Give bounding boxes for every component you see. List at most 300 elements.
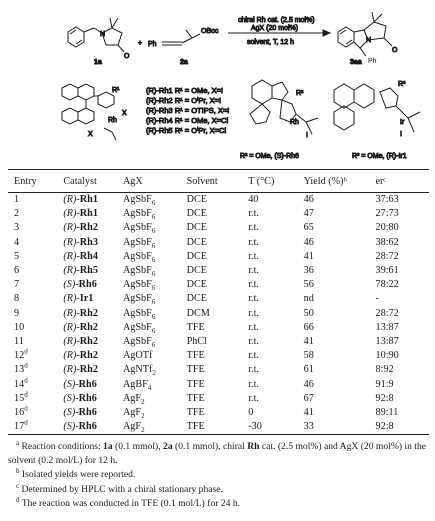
cell-catalyst: [61, 207, 121, 221]
cell-entry: [8, 193, 61, 208]
cell-entry: [8, 221, 61, 235]
product-3aa-structure: [338, 12, 392, 56]
cell-entry: [8, 292, 61, 306]
n-atom-label: N: [100, 31, 106, 38]
cell-entry: [8, 278, 61, 292]
rh6-structure: [250, 80, 318, 134]
footnote-text: (0.1 mmol),: [112, 441, 164, 452]
footnote-b-mark: b: [16, 467, 20, 476]
catalyst-code: Rh2: [79, 307, 98, 319]
cell-agx: [121, 377, 185, 391]
cell-catalyst: [61, 193, 121, 208]
agx-subscript: 6: [151, 270, 156, 279]
cell-catalyst: [61, 349, 121, 363]
entry-number: 4: [14, 236, 20, 248]
agx-subscript: 6: [151, 298, 156, 307]
entry-number: 13: [14, 364, 25, 376]
cell-yield: 50: [303, 307, 314, 319]
cell-agx: [121, 392, 185, 406]
catalyst-def: R¹ = OMe, X=I: [174, 86, 224, 95]
ir1-structure: [334, 84, 420, 132]
cell-yield: nd: [303, 293, 314, 305]
cell-er: 89:11: [375, 406, 399, 418]
cell-catalyst: [61, 321, 121, 335]
cell-yield: 36: [303, 265, 314, 277]
cell-yield: 58: [303, 350, 314, 362]
catalyst-code: Rh2: [79, 335, 98, 347]
oboc-label: OBoc: [201, 28, 219, 35]
header-yield: Yield (%)ᵇ: [302, 170, 374, 193]
footnote-text: The reaction was conducted in TFE (0.1 mol/L) for 24 h.: [19, 497, 241, 509]
table-row: [8, 377, 429, 391]
cell-er: 28:72: [375, 307, 399, 319]
table-row: [8, 363, 429, 377]
header-agx: AgX: [121, 170, 185, 193]
agx-formula: AgSbF: [122, 293, 152, 305]
header-er: erᶜ: [374, 170, 429, 193]
cell-temperature: r.t.: [248, 392, 259, 404]
cell-entry: [8, 207, 61, 221]
header-catalyst: Catalyst: [61, 170, 121, 193]
cell-yield: 65: [303, 222, 314, 234]
cell-er: -: [375, 293, 379, 305]
cell-yield: 41: [303, 335, 314, 347]
table-row: [8, 278, 429, 292]
entry-number: 8: [14, 293, 20, 305]
cell-solvent: DCE: [186, 250, 207, 262]
catalyst-code: Rh5: [79, 265, 98, 277]
catalyst-name: (R)-Rh3: [146, 106, 173, 115]
catalyst-configuration: (R)-: [63, 222, 80, 234]
product-phenyl-label: Ph: [368, 58, 377, 65]
cell-catalyst: [61, 292, 121, 306]
cell-yield: 41: [303, 406, 314, 418]
catalyst-code: Rh4: [79, 250, 98, 262]
cell-temperature: r.t.: [248, 378, 259, 390]
reactant-2a-label: 2a: [180, 59, 188, 66]
cell-catalyst: [61, 363, 121, 377]
catalyst-code: Ir1: [79, 293, 94, 305]
cell-yield: 56: [303, 279, 314, 291]
footnote-b: [8, 468, 429, 482]
cell-agx: [121, 307, 185, 321]
agx-subscript: 6: [151, 199, 156, 208]
agx-formula: AgSbF: [122, 279, 152, 291]
rh-label: Rh: [108, 117, 117, 124]
table-row: [8, 307, 429, 321]
agx-subscript: 6: [151, 284, 156, 293]
r2-label: R²: [296, 90, 304, 97]
cell-er: 91:9: [375, 378, 394, 390]
conditions-line-1: chiral Rh cat. (2.5 mol%): [238, 17, 315, 24]
table-row: [8, 292, 429, 306]
conditions-line-3: solvent, T, 12 h: [247, 39, 294, 46]
catalyst-name: (R)-Rh5: [146, 126, 173, 135]
table-row: [8, 264, 429, 278]
cell-temperature: r.t.: [248, 250, 259, 262]
x-label-top: X: [122, 110, 127, 117]
cell-yield: 46: [303, 378, 314, 390]
cell-entry: [8, 363, 61, 377]
cell-temperature: r.t.: [248, 222, 259, 234]
reactant-1a-structure: [68, 18, 124, 52]
compound-ref: 1a: [103, 441, 113, 452]
footnote-text: Determined by HPLC with a chiral stationary phase.: [19, 483, 223, 495]
cell-catalyst: [61, 264, 121, 278]
agx-formula: AgNTf: [122, 364, 153, 376]
agx-subscript: 2: [152, 369, 156, 378]
cell-catalyst: [61, 406, 121, 420]
cell-yield: 46: [303, 236, 314, 248]
cell-er: 78:22: [375, 279, 399, 291]
ir-label: Ir: [400, 119, 405, 126]
footnote-a-mark: a: [16, 438, 20, 447]
footnote-c-mark: c: [16, 481, 20, 490]
cell-temperature: r.t.: [248, 350, 259, 362]
cell-er: 27:73: [375, 208, 399, 220]
catalyst-configuration: (R)-: [63, 335, 80, 347]
cell-solvent: DCE: [186, 236, 207, 248]
cell-entry: [8, 321, 61, 335]
catalyst-configuration: (R)-: [63, 265, 80, 277]
cell-catalyst: [61, 236, 121, 250]
arrow-head: [323, 30, 330, 36]
agx-formula: AgSbF: [122, 222, 152, 234]
cell-solvent: TFE: [186, 378, 205, 390]
cell-agx: [121, 264, 185, 278]
cell-temperature: r.t.: [248, 307, 259, 319]
cell-solvent: TFE: [186, 406, 205, 418]
cell-er: 38:62: [375, 236, 399, 248]
catalyst-code: Rh3: [79, 236, 98, 248]
header-entry: Entry: [8, 170, 61, 193]
cell-agx: [121, 420, 185, 435]
cell-entry: [8, 307, 61, 321]
cell-agx: [121, 349, 185, 363]
footnote-text: (0.1 mmol), chiral: [172, 441, 248, 452]
reactant-2a-structure: [162, 30, 200, 45]
agx-subscript: 6: [151, 326, 156, 335]
cell-temperature: 0: [248, 406, 254, 418]
cell-catalyst: [61, 335, 121, 349]
svg-text:(R)-Rh3 R¹ = OTIPS, X=I: [146, 106, 229, 115]
cell-catalyst: [61, 221, 121, 235]
cell-catalyst: [61, 278, 121, 292]
product-n-atom: N: [366, 37, 372, 44]
cell-entry: [8, 236, 61, 250]
cell-solvent: DCE: [186, 279, 207, 291]
catalyst-code: Rh6: [78, 378, 97, 390]
cell-temperature: 40: [248, 194, 259, 206]
agx-subscript: 6: [151, 241, 156, 250]
entry-number: 14: [14, 378, 25, 390]
rh-ref: Rh: [247, 441, 260, 452]
agx-formula: AgF: [122, 406, 142, 418]
o-atom-label: O: [124, 53, 130, 60]
cell-yield: 66: [303, 321, 314, 333]
cell-entry: [8, 420, 61, 435]
entry-number: 6: [14, 265, 20, 277]
ir1-caption: R³ = OMe, (R)-Ir1: [352, 153, 407, 160]
catalyst-configuration: (R)-: [63, 293, 80, 305]
catalyst-list: [146, 86, 229, 135]
cell-er: 37:63: [375, 194, 399, 206]
cell-er: 39:61: [375, 265, 399, 277]
cell-agx: [121, 236, 185, 250]
entry-footnote-mark: d: [24, 376, 28, 385]
cell-er: 20:80: [375, 222, 399, 234]
cell-temperature: r.t.: [248, 236, 259, 248]
cell-temperature: r.t.: [248, 279, 259, 291]
catalyst-configuration: (R)-: [63, 364, 80, 376]
agx-subscript: 6: [151, 312, 156, 321]
footnote-a: [8, 440, 429, 468]
catalyst-code: Rh2: [79, 350, 98, 362]
r3-label: R³: [398, 81, 406, 88]
cell-solvent: TFE: [186, 392, 205, 404]
cell-solvent: TFE: [186, 364, 205, 376]
catalyst-def: R¹ = OⁱPr, X=Cl: [174, 126, 227, 135]
catalyst-configuration: (S)-: [63, 421, 79, 433]
phenyl-label: Ph: [148, 41, 157, 48]
cell-solvent: DCE: [186, 208, 207, 220]
entry-number: 11: [14, 335, 24, 347]
agx-formula: AgOTf: [122, 350, 153, 362]
entry-footnote-mark: d: [24, 347, 28, 356]
table-header-row: [8, 170, 429, 193]
entry-number: 15: [14, 392, 25, 404]
catalyst-configuration: (R)-: [63, 236, 80, 248]
catalyst-configuration: (R)-: [63, 194, 80, 206]
catalyst-code: Rh6: [78, 406, 97, 418]
agx-formula: AgF: [122, 392, 142, 404]
catalyst-name: (R)-Rh2: [146, 96, 173, 105]
cell-yield: 41: [303, 250, 314, 262]
cell-temperature: r.t.: [248, 265, 259, 277]
catalyst-code: Rh2: [79, 321, 98, 333]
agx-formula: AgSbF: [122, 194, 152, 206]
catalyst-configuration: (R)-: [63, 350, 80, 362]
catalyst-def: R¹ = OⁱPr, X=I: [174, 96, 222, 105]
agx-subscript: 4: [147, 383, 152, 392]
ir1-i-label: I: [400, 131, 402, 138]
agx-subscript: 6: [151, 227, 156, 236]
agx-formula: AgSbF: [122, 321, 152, 333]
catalyst-configuration: (S)-: [63, 406, 79, 418]
cell-er: 92:8: [374, 420, 429, 435]
cell-er: 13:87: [375, 335, 399, 347]
x-label-bottom: X: [88, 131, 93, 138]
entry-number: 7: [14, 279, 20, 291]
footnote-d-mark: d: [16, 495, 20, 504]
agx-subscript: 6: [151, 213, 156, 222]
catalyst-code: Rh2: [79, 364, 98, 376]
catalyst-name: (R)-Rh4: [146, 116, 173, 125]
svg-text:(R)-Rh1 R¹ = OMe, X=I: [146, 86, 223, 95]
footnote-text: Isolated yields were reported.: [19, 469, 136, 481]
cell-entry: [8, 264, 61, 278]
cell-solvent: DCE: [186, 222, 207, 234]
agx-formula: AgSbF: [122, 208, 152, 220]
rh6-rh-label: Rh: [290, 119, 299, 126]
reactant-1a-label: 1a: [94, 59, 102, 66]
plus-sign: +: [138, 40, 143, 47]
cell-yield: 33: [302, 420, 374, 435]
rh6-caption: R² = OMe, (S)-Rh6: [240, 153, 299, 160]
cell-agx: [121, 250, 185, 264]
table-row: [8, 392, 429, 406]
cell-entry: [8, 335, 61, 349]
catalyst-code: Rh1: [79, 194, 98, 206]
entry-footnote-mark: d: [24, 418, 28, 427]
cell-yield: 46: [303, 194, 314, 206]
cell-yield: 47: [303, 208, 314, 220]
cell-entry: [8, 349, 61, 363]
agx-subscript: 2: [141, 426, 145, 435]
agx-formula: AgBF: [122, 378, 148, 390]
cell-entry: [8, 250, 61, 264]
cell-er: 10:90: [375, 350, 399, 362]
catalyst-code: Rh1: [79, 208, 98, 220]
table-row: [8, 221, 429, 235]
catalyst-name: (R)-Rh1: [146, 86, 173, 95]
entry-number: 1: [14, 194, 20, 206]
cell-temperature: r.t.: [248, 293, 259, 305]
catalyst-configuration: (R)-: [63, 307, 80, 319]
r1-label: R¹: [112, 87, 120, 94]
footnote-text: Reaction conditions:: [19, 441, 104, 452]
agx-formula: AgSbF: [122, 236, 152, 248]
agx-subscript: 2: [141, 397, 145, 406]
agx-formula: AgSbF: [122, 265, 152, 277]
cell-yield: 61: [303, 364, 314, 376]
table-row: [8, 250, 429, 264]
product-3aa-label: 3aa: [350, 59, 362, 66]
cell-temperature: r.t.: [248, 208, 259, 220]
header-temperature: T (°C): [246, 170, 301, 193]
agx-formula: AgF: [122, 421, 142, 433]
cell-solvent: TFE: [186, 350, 205, 362]
optimization-table: [8, 169, 429, 435]
cell-catalyst: [61, 307, 121, 321]
cell-solvent: TFE: [186, 321, 205, 333]
cell-agx: [121, 321, 185, 335]
agx-subscript: 6: [151, 255, 156, 264]
table-row: [8, 420, 429, 435]
catalyst-configuration: (R)-: [63, 250, 80, 262]
agx-subscript: 2: [141, 411, 145, 420]
catalyst-code: Rh6: [78, 421, 97, 433]
catalyst-def: R¹ = OTIPS, X=I: [174, 106, 230, 115]
catalyst-code: Rh2: [79, 222, 98, 234]
cell-agx: [121, 207, 185, 221]
entry-number: 2: [14, 208, 20, 220]
catalyst-configuration: (S)-: [63, 392, 79, 404]
entry-number: 9: [14, 307, 20, 319]
cell-agx: [121, 406, 185, 420]
table-row: [8, 236, 429, 250]
table-footnotes: [8, 440, 429, 511]
catalyst-configuration: (S)-: [63, 279, 79, 291]
reaction-scheme: [0, 0, 435, 168]
entry-footnote-mark: d: [24, 404, 28, 413]
entry-number: 17: [14, 421, 25, 433]
catalyst-code: Rh6: [78, 279, 97, 291]
table-row: [8, 349, 429, 363]
cell-agx: [121, 335, 185, 349]
cell-catalyst: [61, 377, 121, 391]
cell-agx: [121, 363, 185, 377]
entry-footnote-mark: d: [24, 361, 28, 370]
rh6-i-label: I: [306, 132, 308, 139]
entry-number: 16: [14, 406, 25, 418]
cell-catalyst: [61, 392, 121, 406]
cell-solvent: PhCl: [186, 335, 207, 347]
product-o-atom: O: [392, 47, 398, 54]
table-row: [8, 406, 429, 420]
table-row: [8, 321, 429, 335]
svg-text:(R)-Rh5 R¹ = OⁱPr, X=Cl: [146, 126, 226, 135]
cell-er: 13:87: [375, 321, 399, 333]
footnote-text: cat. (2.5 mol%) and AgX (20 mol%) in the solvent (0.2 mol/L) for 12 h.: [8, 441, 427, 467]
entry-footnote-mark: d: [24, 390, 28, 399]
cell-agx: [121, 278, 185, 292]
cell-solvent: DCM: [186, 307, 210, 319]
cell-temperature: r.t.: [248, 335, 259, 347]
footnote-d: [8, 497, 429, 511]
conditions-line-2: AgX (20 mol%): [251, 25, 299, 32]
cell-agx: [121, 292, 185, 306]
entry-number: 3: [14, 222, 20, 234]
cell-er: 92:8: [375, 392, 394, 404]
cell-temperature: r.t.: [248, 364, 259, 376]
catalyst-configuration: (R)-: [63, 208, 80, 220]
cell-solvent: DCE: [186, 194, 207, 206]
entry-number: 5: [14, 250, 20, 262]
cell-solvent: DCE: [186, 265, 207, 277]
catalyst-configuration: (S)-: [63, 378, 79, 390]
cell-agx: [121, 221, 185, 235]
table-row: [8, 193, 429, 208]
catalyst-code: Rh6: [78, 392, 97, 404]
cell-temperature: r.t.: [248, 321, 259, 333]
cell-er: 8:92: [375, 364, 394, 376]
cell-temperature: -30: [246, 420, 301, 435]
cell-er: 28:72: [375, 250, 399, 262]
cell-catalyst: [61, 420, 121, 435]
entry-number: 10: [14, 321, 25, 333]
cell-entry: [8, 406, 61, 420]
cell-solvent: TFE: [185, 420, 247, 435]
catalyst-def: R¹ = OMe, X=Cl: [174, 116, 229, 125]
agx-formula: AgSbF: [122, 250, 152, 262]
cell-entry: [8, 377, 61, 391]
agx-formula: AgSbF: [122, 335, 152, 347]
footnote-c: [8, 483, 429, 497]
cell-entry: [8, 392, 61, 406]
svg-text:(R)-Rh2 R¹ = OⁱPr, X=I: [146, 96, 221, 105]
table-row: [8, 207, 429, 221]
agx-subscript: 6: [151, 341, 156, 349]
entry-number: 12: [14, 350, 25, 362]
catalyst-configuration: (R)-: [63, 321, 80, 333]
svg-text:(R)-Rh4 R¹ = OMe, X=Cl: [146, 116, 228, 125]
compound-ref: 2a: [163, 441, 173, 452]
table-row: [8, 335, 429, 349]
cell-catalyst: [61, 250, 121, 264]
cell-solvent: DCE: [186, 293, 207, 305]
table-body: [8, 193, 429, 435]
